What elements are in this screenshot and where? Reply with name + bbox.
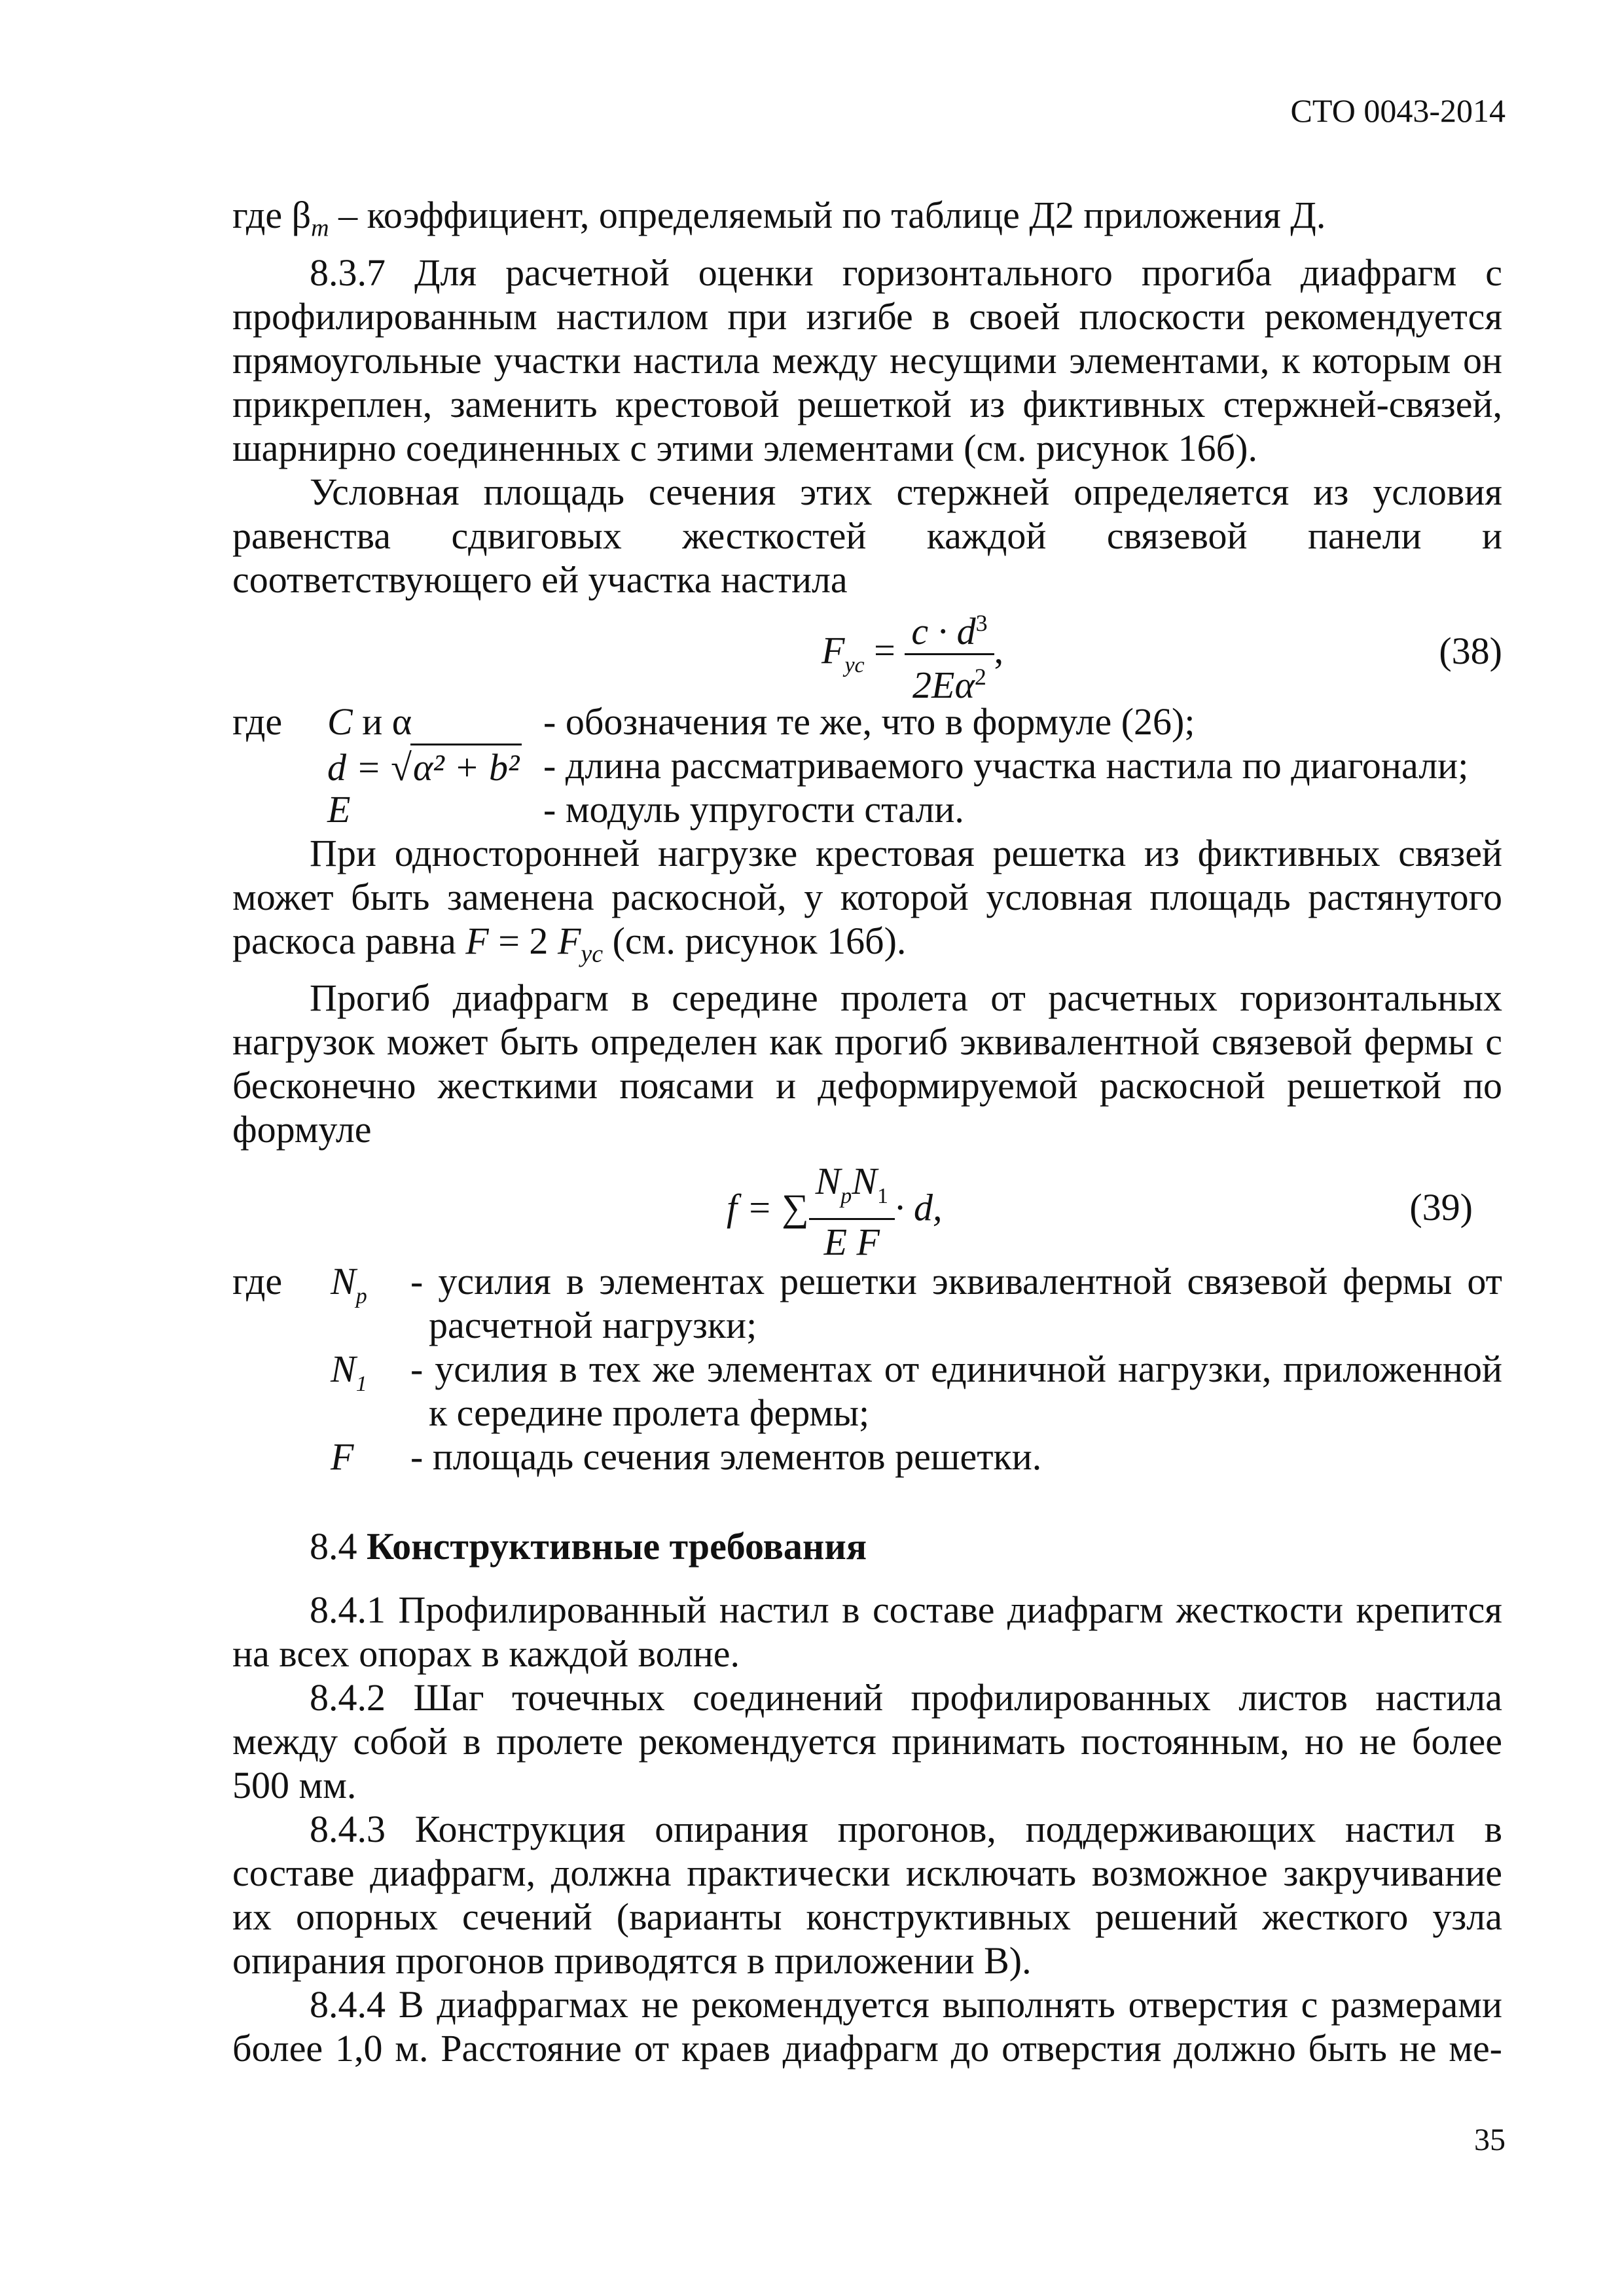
- paragraph-8-4-1: 8.4.1 Профилированный настил в составе диафрагм жесткости крепится на всех опорах в каждой волне.: [232, 1588, 1502, 1676]
- formula-lhs: f = ∑: [727, 1186, 809, 1229]
- symbol-main: E: [327, 787, 351, 831]
- text-span: (см. рисунок 16б).: [603, 919, 907, 962]
- formula-lhs-subscript: ус: [844, 653, 865, 677]
- symbol-description: - площадь сечения элементов решетки.: [410, 1435, 1042, 1479]
- subscript: 1: [876, 1184, 888, 1209]
- formula-38-number: (38): [1439, 629, 1502, 672]
- symbol-main: F: [331, 1435, 354, 1479]
- where-row: [232, 1259, 1502, 1347]
- numerator-text: N: [815, 1160, 841, 1203]
- numerator: [905, 601, 994, 655]
- symbol-main: N: [331, 1260, 356, 1303]
- symbol-description: - усилия в элементах решетки эквивалентной связевой фермы от расчетной нагрузки;: [410, 1260, 1502, 1347]
- symbol: [327, 700, 412, 744]
- text-span: При односторонней нагрузке крестовая решетка из фиктивных связей может быть заменена раскосной, у которой условная площадь растянутого раскоса равна: [232, 831, 1502, 962]
- formula-38-block: [232, 601, 1502, 706]
- fraction: [809, 1159, 895, 1264]
- symbol-fyc: F: [557, 919, 581, 962]
- symbol-description: - усилия в тех же элементах от единичной нагрузки, приложенной к середине пролета фермы;: [410, 1348, 1502, 1435]
- where-row: [232, 700, 1502, 744]
- symbol-description: - длина рассматриваемого участка настила по диагонали;: [543, 744, 1469, 787]
- symbol-description: - модуль упругости стали.: [543, 787, 964, 831]
- denominator: E F: [823, 1221, 880, 1264]
- numerator: [809, 1159, 895, 1220]
- where-label: где: [232, 1260, 283, 1303]
- paragraph-8-4-4: 8.4.4 В диафрагмах не рекомендуется выполнять отверстия с размерами более 1,0 м. Расстояние от краев диафрагм до отверстия должно быть не ме-: [232, 1983, 1502, 2070]
- where-label: где: [232, 700, 283, 743]
- text-span: где β: [232, 194, 312, 236]
- paragraph-8-3-7: 8.3.7 Для расчетной оценки горизонтального прогиба диафрагм с профилированным настилом при изгибе в своей плоскости рекомендуется прямоугольные участки настила между несущими элементами, к которым он прикреплен, заменить крестовой решеткой из фиктивных стержней-связей, шарнирно соединенных с этими элементами (см. рисунок 16б).: [232, 251, 1502, 469]
- section-number: 8.4: [310, 1525, 367, 1568]
- text-span: = 2: [488, 919, 558, 962]
- equals-sign: =: [864, 628, 905, 672]
- exponent: 3: [975, 609, 988, 636]
- formula-39-block: [232, 1151, 1502, 1264]
- symbol-rest: и α: [352, 700, 412, 743]
- symbol: [331, 1347, 367, 1406]
- fraction: [905, 601, 994, 707]
- where-list-1: [232, 700, 1502, 831]
- where-row: [232, 744, 1502, 787]
- subscript: m: [311, 214, 329, 242]
- subscript: p: [355, 1284, 367, 1309]
- numerator-text: c · d: [911, 609, 976, 653]
- where-row: [232, 1435, 1502, 1479]
- exponent: 2: [974, 663, 986, 690]
- symbol-main: d = √: [327, 745, 412, 789]
- formula-38: [821, 601, 1003, 707]
- symbol: [327, 787, 350, 831]
- formula-tail: · d,: [894, 1186, 943, 1229]
- paragraph-beta-definition: [232, 193, 1502, 251]
- where-row: [232, 787, 1502, 831]
- subscript: 1: [355, 1372, 367, 1397]
- symbol: [331, 1435, 353, 1479]
- page-number: 35: [1474, 2123, 1506, 2157]
- document-code-header: СТО 0043-2014: [1290, 92, 1506, 129]
- symbol: [331, 1259, 367, 1318]
- subscript: p: [840, 1184, 852, 1209]
- symbol-description: - обозначения те же, что в формуле (26);: [543, 700, 1195, 743]
- symbol-main: C: [327, 700, 353, 743]
- numerator-text: N: [852, 1160, 877, 1203]
- formula-lhs: F: [821, 628, 845, 672]
- where-list-2: [232, 1259, 1502, 1479]
- section-title: Конструктивные требования: [367, 1525, 867, 1568]
- symbol: [327, 744, 522, 789]
- subscript: ус: [581, 940, 604, 968]
- paragraph-conditional-area: Условная площадь сечения этих стержней определяется из условия равенства сдвиговых жесткостей каждой связевой панели и соответствующего ей участка настила: [232, 470, 1502, 601]
- text-span: – коэффициент, определяемый по таблице Д2 приложения Д.: [329, 194, 1326, 236]
- section-heading-8-4: [232, 1524, 1502, 1568]
- radicand: α² + b²: [410, 744, 522, 789]
- formula-tail: ,: [994, 628, 1004, 672]
- formula-39: [727, 1159, 942, 1264]
- denominator-text: 2Eα: [912, 663, 975, 706]
- paragraph-8-4-2: 8.4.2 Шаг точечных соединений профилированных листов настила между собой в пролете рекомендуется принимать постоянным, но не более 500 мм.: [232, 1676, 1502, 1807]
- paragraph-8-4-3: 8.4.3 Конструкция опирания прогонов, поддерживающих настил в составе диафрагм, должна практически исключать возможное закручивание их опорных сечений (варианты конструктивных решений жесткого узла опирания прогонов приводятся в приложении В).: [232, 1808, 1502, 1982]
- where-row: [232, 1347, 1502, 1435]
- symbol-main: N: [331, 1348, 356, 1391]
- symbol-f: F: [465, 919, 489, 962]
- formula-39-number: (39): [1409, 1186, 1473, 1229]
- paragraph-one-sided-load: [232, 831, 1502, 977]
- paragraph-deflection: Прогиб диафрагм в середине пролета от расчетных горизонтальных нагрузок может быть определен как прогиб эквивалентной связевой фермы с бесконечно жесткими поясами и деформируемой раскосной решеткой по формуле: [232, 977, 1502, 1151]
- page-body: [232, 193, 1502, 2070]
